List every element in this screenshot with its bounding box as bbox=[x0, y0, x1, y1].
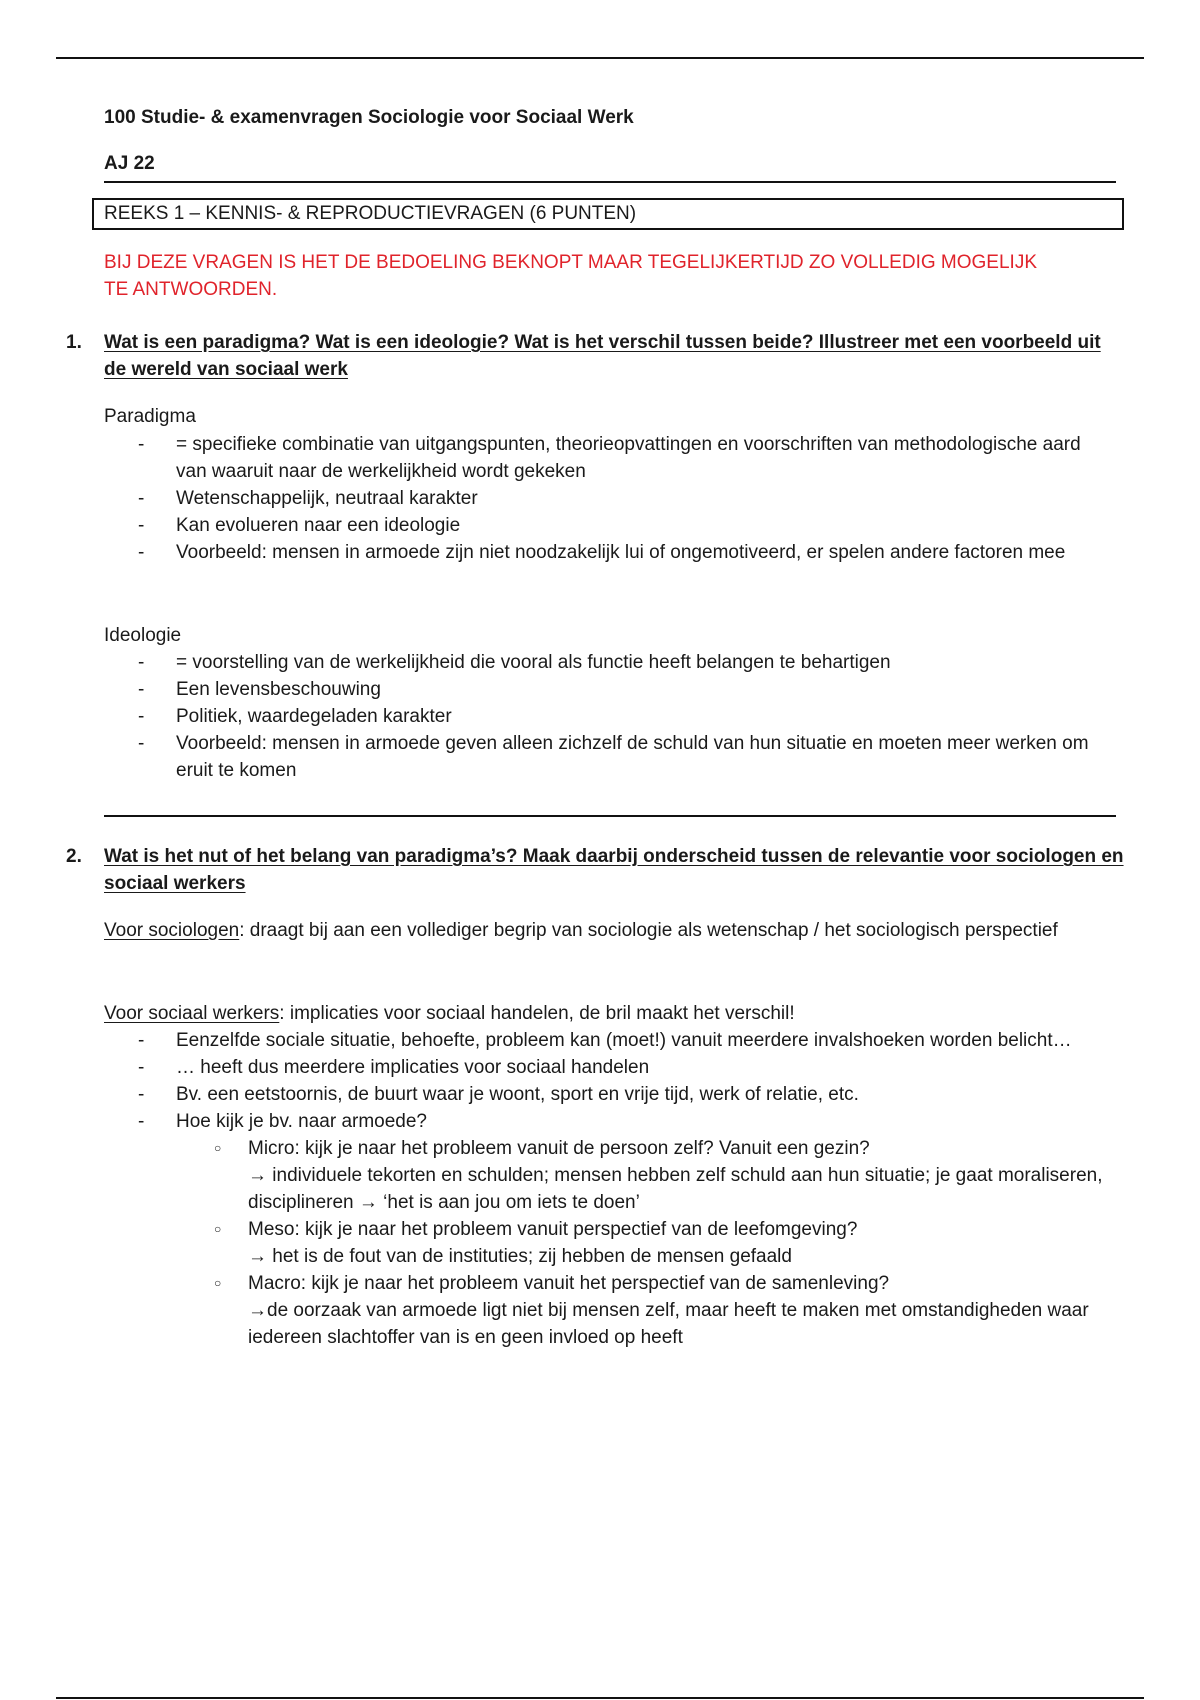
sociologen-label: Voor sociologen bbox=[104, 920, 240, 941]
list-item: - = specifieke combinatie van uitgangspunten, theorieopvattingen en voorschriften van methodologische aard van waaruit naar de werkelijkheid wordt gekeken bbox=[104, 431, 1114, 485]
micro-answer: → individuele tekorten en schulden; mensen hebben zelf schuld aan hun situatie; je gaat moraliseren, disciplineren → ‘het is aan jou om iets te doen’ bbox=[248, 1165, 1103, 1213]
list-item: - Voorbeeld: mensen in armoede zijn niet noodzakelijk lui of ongemotiveerd, er spelen andere factoren mee bbox=[104, 539, 1114, 566]
question-2-text: Wat is het nut of het belang van paradigma’s? Maak daarbij onderscheid tussen de relevantie voor sociologen en sociaal werkers bbox=[104, 846, 1124, 894]
list-item-micro bbox=[176, 1135, 1114, 1216]
list-item: - Een levensbeschouwing bbox=[104, 676, 1114, 703]
sociaal-werkers-paragraph bbox=[104, 1000, 1114, 1027]
armoede-perspective-list bbox=[176, 1135, 1114, 1351]
list-item: - Bv. een eetstoornis, de buurt waar je woont, sport en vrije tijd, werk of relatie, etc. bbox=[104, 1081, 1114, 1108]
sociaal-werkers-label: Voor sociaal werkers bbox=[104, 1003, 280, 1024]
question-1-number: 1. bbox=[66, 332, 82, 353]
instruction-text: BIJ DEZE VRAGEN IS HET DE BEDOELING BEKNOPT MAAR TEGELIJKERTIJD ZO VOLLEDIG MOGELIJK TE ANTWOORDEN. bbox=[104, 252, 1037, 300]
macro-question: ○ Macro: kijk je naar het probleem vanuit het perspectief van de samenleving? bbox=[248, 1273, 890, 1294]
bottom-rule bbox=[56, 1697, 1144, 1699]
question-2-number: 2. bbox=[66, 846, 82, 867]
list-item-meso bbox=[176, 1216, 1114, 1270]
meso-question: ○ Meso: kijk je naar het probleem vanuit perspectief van de leefomgeving? bbox=[248, 1219, 858, 1240]
header-rule bbox=[104, 181, 1116, 183]
ideologie-heading: Ideologie bbox=[104, 625, 182, 646]
meso-answer: → het is de fout van de instituties; zij hebben de mensen gefaald bbox=[248, 1246, 792, 1267]
academic-year: AJ 22 bbox=[104, 153, 155, 174]
paradigma-list bbox=[104, 431, 1114, 566]
sociaal-werkers-text: : implicaties voor sociaal handelen, de bril maakt het verschil! bbox=[279, 1003, 795, 1024]
list-item: - … heeft dus meerdere implicaties voor sociaal handelen bbox=[104, 1054, 1114, 1081]
question-1-text: Wat is een paradigma? Wat is een ideologie? Wat is het verschil tussen beide? Illustreer met een voorbeeld uit de wereld van sociaal werk bbox=[104, 332, 1101, 380]
list-item: - Eenzelfde sociale situatie, behoefte, probleem kan (moet!) vanuit meerdere invalshoeken worden belicht… bbox=[104, 1027, 1114, 1054]
ideologie-list bbox=[104, 649, 1114, 784]
list-item: - Wetenschappelijk, neutraal karakter bbox=[104, 485, 1114, 512]
sociologen-paragraph bbox=[104, 917, 1064, 944]
sociaal-werkers-list bbox=[104, 1027, 1114, 1351]
list-item: - Voorbeeld: mensen in armoede geven alleen zichzelf de schuld van hun situatie en moeten meer werken om eruit te komen bbox=[104, 730, 1114, 784]
sociologen-text: : draagt bij aan een vollediger begrip van sociologie als wetenschap / het sociologisch perspectief bbox=[239, 920, 1058, 941]
list-item: - Kan evolueren naar een ideologie bbox=[104, 512, 1114, 539]
list-item-macro bbox=[176, 1270, 1114, 1351]
list-item bbox=[104, 1108, 1114, 1351]
section-divider bbox=[104, 815, 1116, 817]
top-rule bbox=[56, 57, 1144, 59]
macro-answer: →de oorzaak van armoede ligt niet bij mensen zelf, maar heeft te maken met omstandigheden waar iedereen slachtoffer van is en geen invloed op heeft bbox=[248, 1300, 1089, 1348]
list-item: - = voorstelling van de werkelijkheid die vooral als functie heeft belangen te behartigen bbox=[104, 649, 1114, 676]
micro-question: ○ Micro: kijk je naar het probleem vanuit de persoon zelf? Vanuit een gezin? bbox=[248, 1138, 870, 1159]
paradigma-heading: Paradigma bbox=[104, 406, 196, 427]
list-item-text: Hoe kijk je bv. naar armoede? bbox=[176, 1111, 427, 1132]
document-title: 100 Studie- & examenvragen Sociologie voor Sociaal Werk bbox=[104, 107, 634, 128]
reeks-box: REEKS 1 – KENNIS- & REPRODUCTIEVRAGEN (6 PUNTEN) bbox=[92, 198, 1124, 230]
list-item: - Politiek, waardegeladen karakter bbox=[104, 703, 1114, 730]
